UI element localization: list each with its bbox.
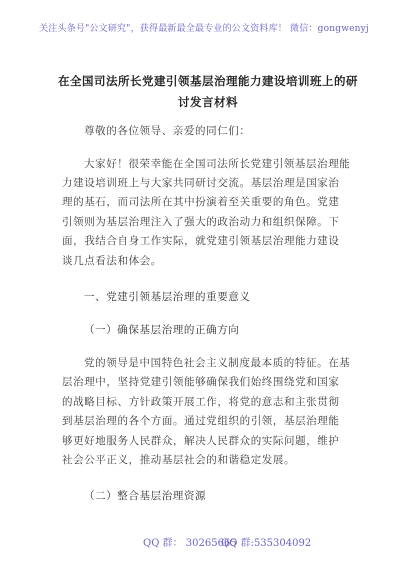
intro-line: 力建设培训班上与大家共同研讨交流。基层治理是国家治 [62,177,340,189]
footer-qq-group-1: QQ 群： 30265665 [143,538,237,549]
intro-line: 面，我结合自身工作实际，就党建引领基层治理能力建设 [62,235,340,247]
intro-line: 大家好！很荣幸能在全国司法所长党建引领基层治理能 [84,158,351,170]
body-line: 够更好地服务人民群众，解决人民群众的实际问题，维护 [62,435,340,447]
subsection-heading-2: （二）整合基层治理资源 [84,490,207,502]
header-promo-note: 关注头条号"公文研究"，获得最新最全最专业的公文资料库！ 微信：gongwenyj [39,24,369,34]
body-line: 社会公平正义，推动基层社会的和谐稳定发展。 [62,454,296,466]
intro-line: 理的基石，而司法所在其中扮演着至关重要的角色。党建 [62,196,340,208]
body-line: 层治理中，坚持党建引领能够确保我们始终围绕党和国家 [62,376,340,388]
footer-qq-group-2: QQ 群:535304092 [221,538,312,549]
subsection-heading-1: （一）确保基层治理的正确方向 [84,324,240,336]
body-line: 党的领导是中国特色社会主义制度最本质的特征。在基 [84,357,351,369]
body-line: 到基层治理的各个方面。通过党组织的引领，基层治理能 [62,415,340,427]
document-title-line-1: 在全国司法所长党建引领基层治理能力建设培训班上的研 [58,74,358,88]
intro-line: 谈几点看法和体会。 [62,255,162,267]
body-line: 的战略目标、方针政策开展工作，将党的意志和主张贯彻 [62,396,340,408]
salutation: 尊敬的各位领导、亲爱的同仁们： [84,125,251,137]
section-heading-1: 一、党建引领基层治理的重要意义 [84,291,251,303]
document-title-line-2: 讨发言材料 [178,95,238,109]
intro-line: 引领则为基层治理注入了强大的政治动力和组织保障。下 [62,216,340,228]
